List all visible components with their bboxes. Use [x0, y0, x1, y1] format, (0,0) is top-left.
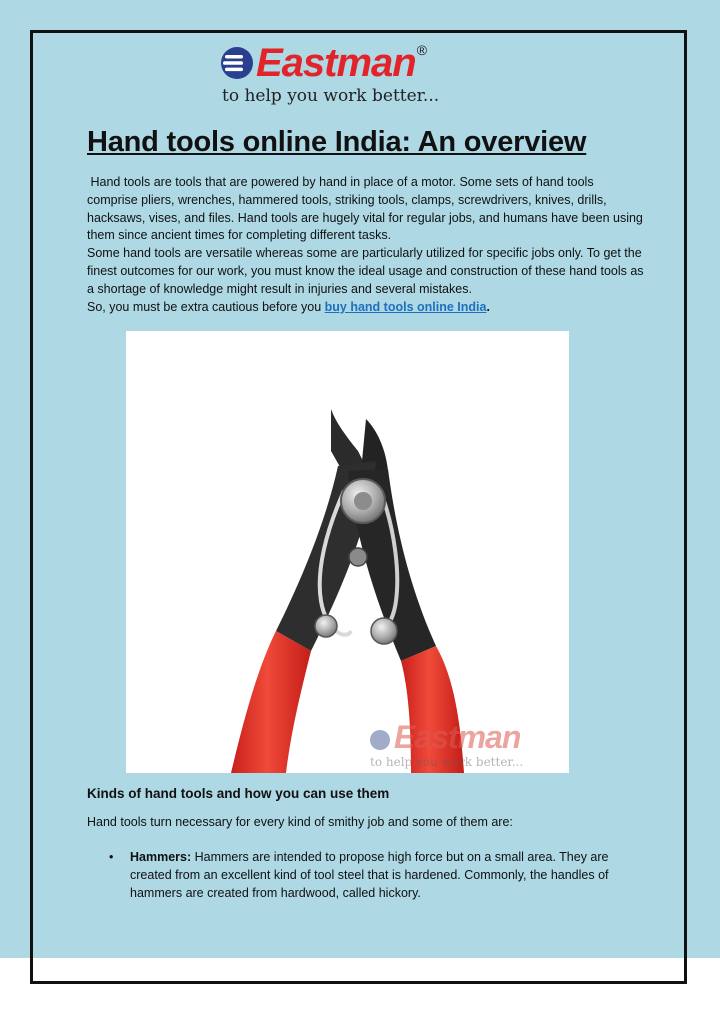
photo-watermark-word: Eastman — [394, 719, 521, 755]
globe-icon — [220, 46, 254, 80]
logo-wordmark: Eastman — [256, 41, 416, 85]
buy-hand-tools-link[interactable]: buy hand tools online India — [324, 299, 487, 314]
intro-link-suffix: . — [486, 299, 490, 314]
registered-mark: ® — [416, 42, 428, 58]
hand-tools-list — [87, 848, 627, 902]
wire-stripper-pliers-image — [126, 331, 569, 773]
section-intro: Hand tools turn necessary for every kind of smithy job and some of them are: — [87, 815, 513, 829]
intro-paragraph — [87, 174, 647, 316]
intro-line: Hand tools are tools that are powered by hand in place of a motor. Some sets of hand tools comprise pliers, wrenches, hammered tools, striking tools, clamps, screwdrivers, knives, drills, hacksaws, vises, and files. Hand tools are hugely vital for regular jobs, and humans have been using them since ancient times for completing different tasks. — [87, 175, 647, 243]
intro-link-prefix: So, you must be extra cautious before you — [87, 299, 325, 314]
intro-line-with-link — [87, 299, 647, 317]
section-heading: Kinds of hand tools and how you can use them — [87, 786, 390, 801]
product-photo — [126, 331, 569, 773]
list-item-text: Hammers are intended to propose high force but on a small area. They are created from an excellent kind of tool steel that is hardened. Commonly, the handles of hammers are created from hardwood, called hickory. — [130, 850, 612, 900]
eastman-logo — [220, 40, 490, 112]
bullet-icon: • — [109, 850, 114, 864]
intro-line: Some hand tools are versatile whereas some are particularly utilized for specific jobs only. To get the finest outcomes for our work, you must know the ideal usage and construction of these hand tools as a shortage of knowledge might result in injuries and several mistakes. — [87, 246, 644, 296]
list-item-term: Hammers: — [130, 850, 192, 864]
list-item — [87, 848, 627, 902]
page-title: Hand tools online India: An overview — [87, 126, 587, 158]
photo-watermark-tagline: to help you work better... — [370, 755, 524, 769]
logo-tagline: to help you work better... — [222, 86, 440, 106]
